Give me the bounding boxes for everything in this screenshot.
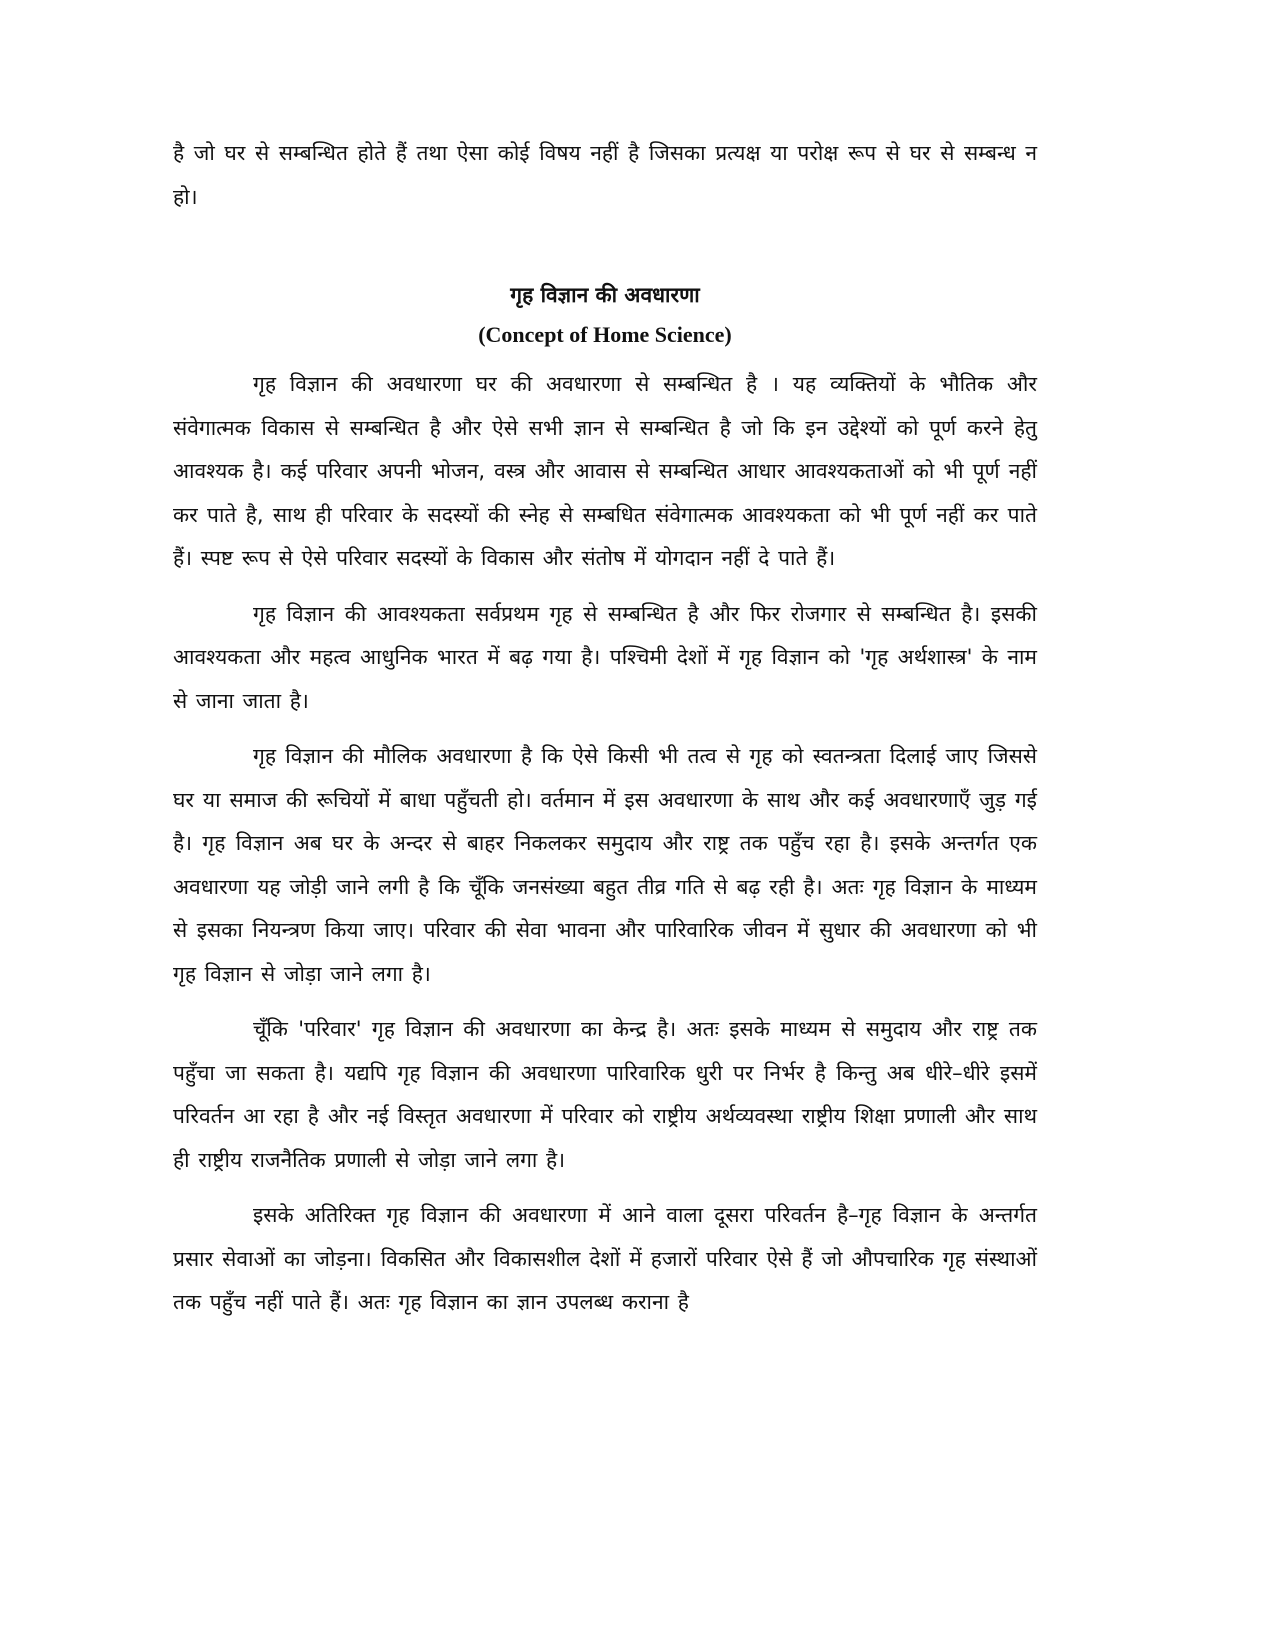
body-paragraph-4: चूँकि 'परिवार' गृह विज्ञान की अवधारणा का केन्द्र है। अतः इसके माध्यम से समुदाय और राष्ट्र तक पहुँचा जा सकता है। यद्यपि गृह विज्ञान की अवधारणा पारिवारिक धुरी पर निर्भर है किन्तु अब धीरे–धीरे इसमें परिवर्तन आ रहा है और नई विस्तृत अवधारणा में परिवार को राष्ट्रीय अर्थव्यवस्था राष्ट्रीय शिक्षा प्रणाली और साथ ही राष्ट्रीय राजनैतिक प्रणाली से जोड़ा जाने लगा है। [173, 1017, 1037, 1172]
body-paragraph-2: गृह विज्ञान की आवश्यकता सर्वप्रथम गृह से सम्बन्धित है और फिर रोजगार से सम्बन्धित है। इसकी आवश्यकता और महत्व आधुनिक भारत में बढ़ गया है। पश्चिमी देशों में गृह विज्ञान को 'गृह अर्थशास्त्र' के नाम से जाना जाता है। [173, 601, 1037, 713]
body-paragraph-5: इसके अतिरिक्त गृह विज्ञान की अवधारणा में आने वाला दूसरा परिवर्तन है–गृह विज्ञान के अन्तर्गत प्रसार सेवाओं का जोड़ना। विकसित और विकासशील देशों में हजारों परिवार ऐसे हैं जो औपचारिक गृह संस्थाओं तक पहुँच नहीं पाते हैं। अतः गृह विज्ञान का ज्ञान उपलब्ध कराना है [173, 1203, 1037, 1314]
body-paragraph-1: गृह विज्ञान की अवधारणा घर की अवधारणा से सम्बन्धित है । यह व्यक्तियों के भौतिक और संवेगात्मक विकास से सम्बन्धित है और ऐसे सभी ज्ञान से सम्बन्धित है जो कि इन उद्देश्यों को पूर्ण करने हेतु आवश्यक है। कई परिवार अपनी भोजन, वस्त्र और आवास से सम्बन्धित आधार आवश्यकताओं को भी पूर्ण नहीं कर पाते है, साथ ही परिवार के सदस्यों की स्नेह से सम्बधित संवेगात्मक आवश्यकता को भी पूर्ण नहीं कर पाते हैं। स्पष्ट रूप से ऐसे परिवार सदस्यों के विकास और संतोष में योगदान नहीं दे पाते हैं। [173, 372, 1037, 570]
section-title: गृह विज्ञान की अवधारणा [510, 283, 700, 307]
intro-paragraph: है जो घर से सम्बन्धित होते हैं तथा ऐसा कोई विषय नहीं है जिसका प्रत्यक्ष या परोक्ष रूप से घर से सम्बन्ध न हो। [173, 141, 1037, 209]
document-page [173, 132, 1037, 1325]
section-subtitle: (Concept of Home Science) [478, 322, 732, 347]
body-paragraph-3: गृह विज्ञान की मौलिक अवधारणा है कि ऐसे किसी भी तत्व से गृह को स्वतन्त्रता दिलाई जाए जिससे घर या समाज की रूचियों में बाधा पहुँचती हो। वर्तमान में इस अवधारणा के साथ और कई अवधारणाएँ जुड़ गई है। गृह विज्ञान अब घर के अन्दर से बाहर निकलकर समुदाय और राष्ट्र तक पहुँच रहा है। इसके अन्तर्गत एक अवधारणा यह जोड़ी जाने लगी है कि चूँकि जनसंख्या बहुत तीव्र गति से बढ़ रही है। अतः गृह विज्ञान के माध्यम से इसका नियन्त्रण किया जाए। परिवार की सेवा भावना और पारिवारिक जीवन में सुधार की अवधारणा को भी गृह विज्ञान से जोड़ा जाने लगा है। [173, 744, 1037, 986]
